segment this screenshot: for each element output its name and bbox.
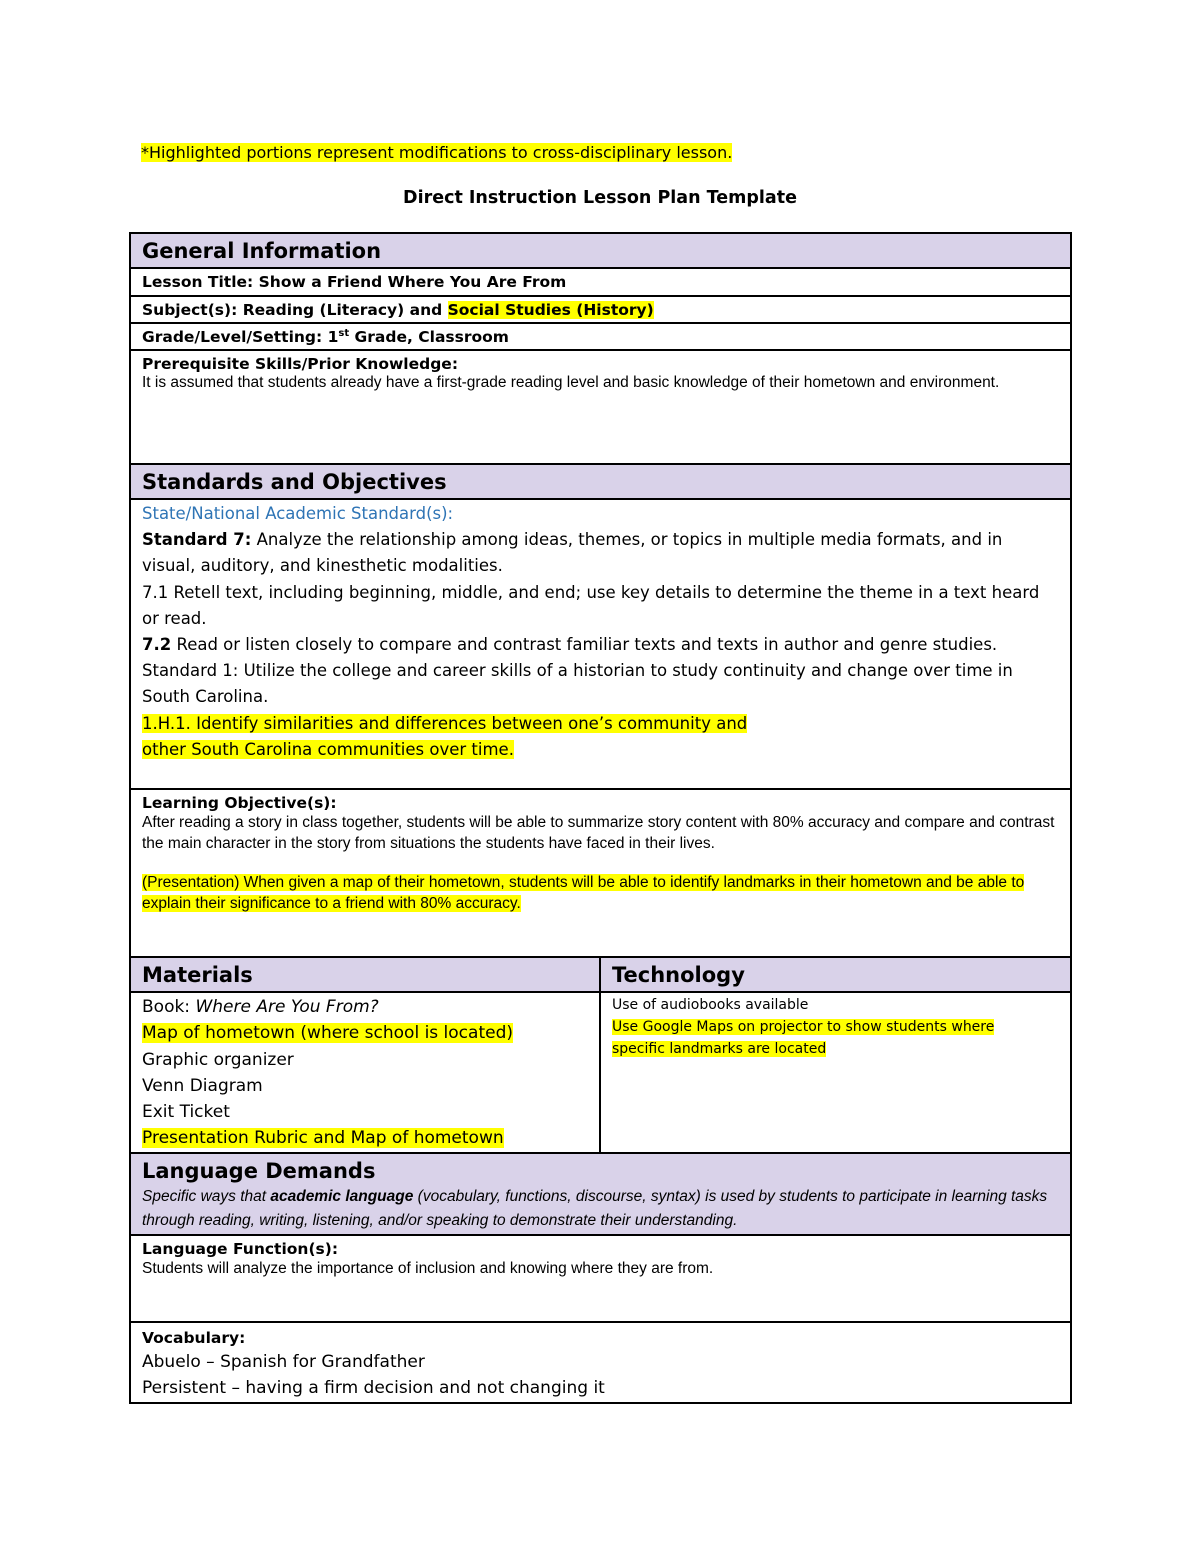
materials-header: Materials — [130, 957, 600, 992]
subjects-prefix: Subject(s): Reading (Literacy) and — [142, 300, 448, 319]
technology-maps-line2: specific landmarks are located — [612, 1041, 827, 1057]
highlight-note-text: *Highlighted portions represent modifications to cross-disciplinary lesson. — [141, 143, 733, 162]
standard-7-label: Standard 7: — [142, 530, 252, 550]
standard-1: Standard 1: Utilize the college and career skills of a historian to study continuity and change over time in South Carolina. — [142, 661, 1013, 707]
prerequisite-text: It is assumed that students already have a first-grade reading level and basic knowledge of their hometown and environment. — [142, 374, 1000, 391]
standards-objectives-header: Standards and Objectives — [130, 464, 1071, 499]
vocabulary-item: Persistent – having a firm decision and not changing it — [142, 1378, 605, 1399]
technology-audiobooks: Use of audiobooks available — [612, 997, 809, 1013]
materials-book-title: Where Are You From? — [195, 997, 379, 1017]
materials-map-text: Map of hometown (where school is located) — [142, 1023, 513, 1044]
language-demands-description — [142, 1185, 1059, 1233]
grade-suffix: Grade, Classroom — [349, 327, 509, 346]
materials-map — [142, 1020, 588, 1046]
vocabulary-item: Abuelo – Spanish for Grandfather — [142, 1351, 425, 1372]
language-function-cell — [130, 1235, 1071, 1322]
standard-7 — [142, 527, 1059, 579]
standard-7-text: Analyze the relationship among ideas, themes, or topics in multiple media formats, and in visual, auditory, and kinesthetic modalities. — [142, 530, 1003, 576]
standard-7-2-text: Read or listen closely to compare and contrast familiar texts and texts in author and genre studies. — [171, 635, 998, 655]
presentation-objective — [142, 872, 1059, 914]
vocabulary-cell — [130, 1322, 1071, 1403]
standard-1h1-line2: other South Carolina communities over time. — [142, 739, 514, 759]
lesson-plan-table — [129, 232, 1072, 1404]
technology-maps-line1: Use Google Maps on projector to show students where — [612, 1019, 995, 1035]
standard-1h1-line1: 1.H.1. Identify similarities and differences between one’s community and — [142, 713, 748, 733]
grade-prefix: Grade/Level/Setting: 1 — [142, 327, 339, 346]
technology-google-maps — [612, 1016, 1059, 1060]
subjects-highlight: Social Studies (History) — [447, 300, 654, 319]
state-standards-label: State/National Academic Standard(s): — [142, 504, 454, 523]
subjects-row — [130, 296, 1071, 323]
materials-exit-ticket: Exit Ticket — [142, 1102, 230, 1123]
standards-cell — [130, 499, 1071, 789]
technology-list — [600, 992, 1071, 1153]
language-function-text: Students will analyze the importance of inclusion and knowing where they are from. — [142, 1259, 714, 1277]
materials-book — [142, 994, 588, 1020]
language-desc-post: (vocabulary, functions, discourse, syntax) is used by students to participate in learning tasks through reading, writing, listening, and/or speaking to demonstrate their understanding. — [142, 1187, 1048, 1229]
standard-7-2 — [142, 632, 1059, 658]
technology-header: Technology — [600, 957, 1071, 992]
presentation-objective-text: (Presentation) When given a map of their hometown, students will be able to identify landmarks in their hometown and be able to explain their significance to a friend with 80% accuracy. — [142, 874, 1025, 912]
materials-graphic-organizer: Graphic organizer — [142, 1049, 294, 1070]
materials-rubric — [142, 1125, 588, 1151]
prerequisite-cell — [130, 350, 1071, 464]
materials-venn-diagram: Venn Diagram — [142, 1075, 263, 1096]
standard-7-2-label: 7.2 — [142, 635, 172, 655]
materials-book-prefix: Book: — [142, 997, 196, 1017]
language-desc-pre: Specific ways that — [142, 1187, 271, 1205]
standard-1h1 — [142, 711, 1059, 763]
learning-objectives-cell — [130, 789, 1071, 957]
learning-objectives-text: After reading a story in class together, students will be able to summarize story content with 80% accuracy and compare and contrast the main character in the story from situations the students have faced in their lives. — [142, 814, 1055, 852]
language-desc-bold: academic language — [270, 1187, 414, 1205]
learning-objectives-label: Learning Objective(s): — [142, 794, 337, 812]
lesson-title-row: Lesson Title: Show a Friend Where You Are From — [130, 268, 1071, 296]
materials-rubric-text: Presentation Rubric and Map of hometown — [142, 1128, 504, 1149]
language-demands-header: Language Demands — [142, 1158, 376, 1183]
highlight-note — [141, 143, 732, 162]
prerequisite-label: Prerequisite Skills/Prior Knowledge: — [142, 355, 459, 373]
grade-superscript: st — [338, 327, 350, 339]
materials-list — [130, 992, 600, 1153]
document-title: Direct Instruction Lesson Plan Template — [403, 188, 797, 208]
general-information-header: General Information — [130, 233, 1071, 268]
grade-row — [130, 323, 1071, 350]
language-function-label: Language Function(s): — [142, 1239, 339, 1258]
vocabulary-label: Vocabulary: — [142, 1328, 246, 1347]
language-demands-cell — [130, 1153, 1071, 1235]
standard-7-1: 7.1 Retell text, including beginning, middle, and end; use key details to determine the theme in a text heard or read. — [142, 582, 1040, 628]
